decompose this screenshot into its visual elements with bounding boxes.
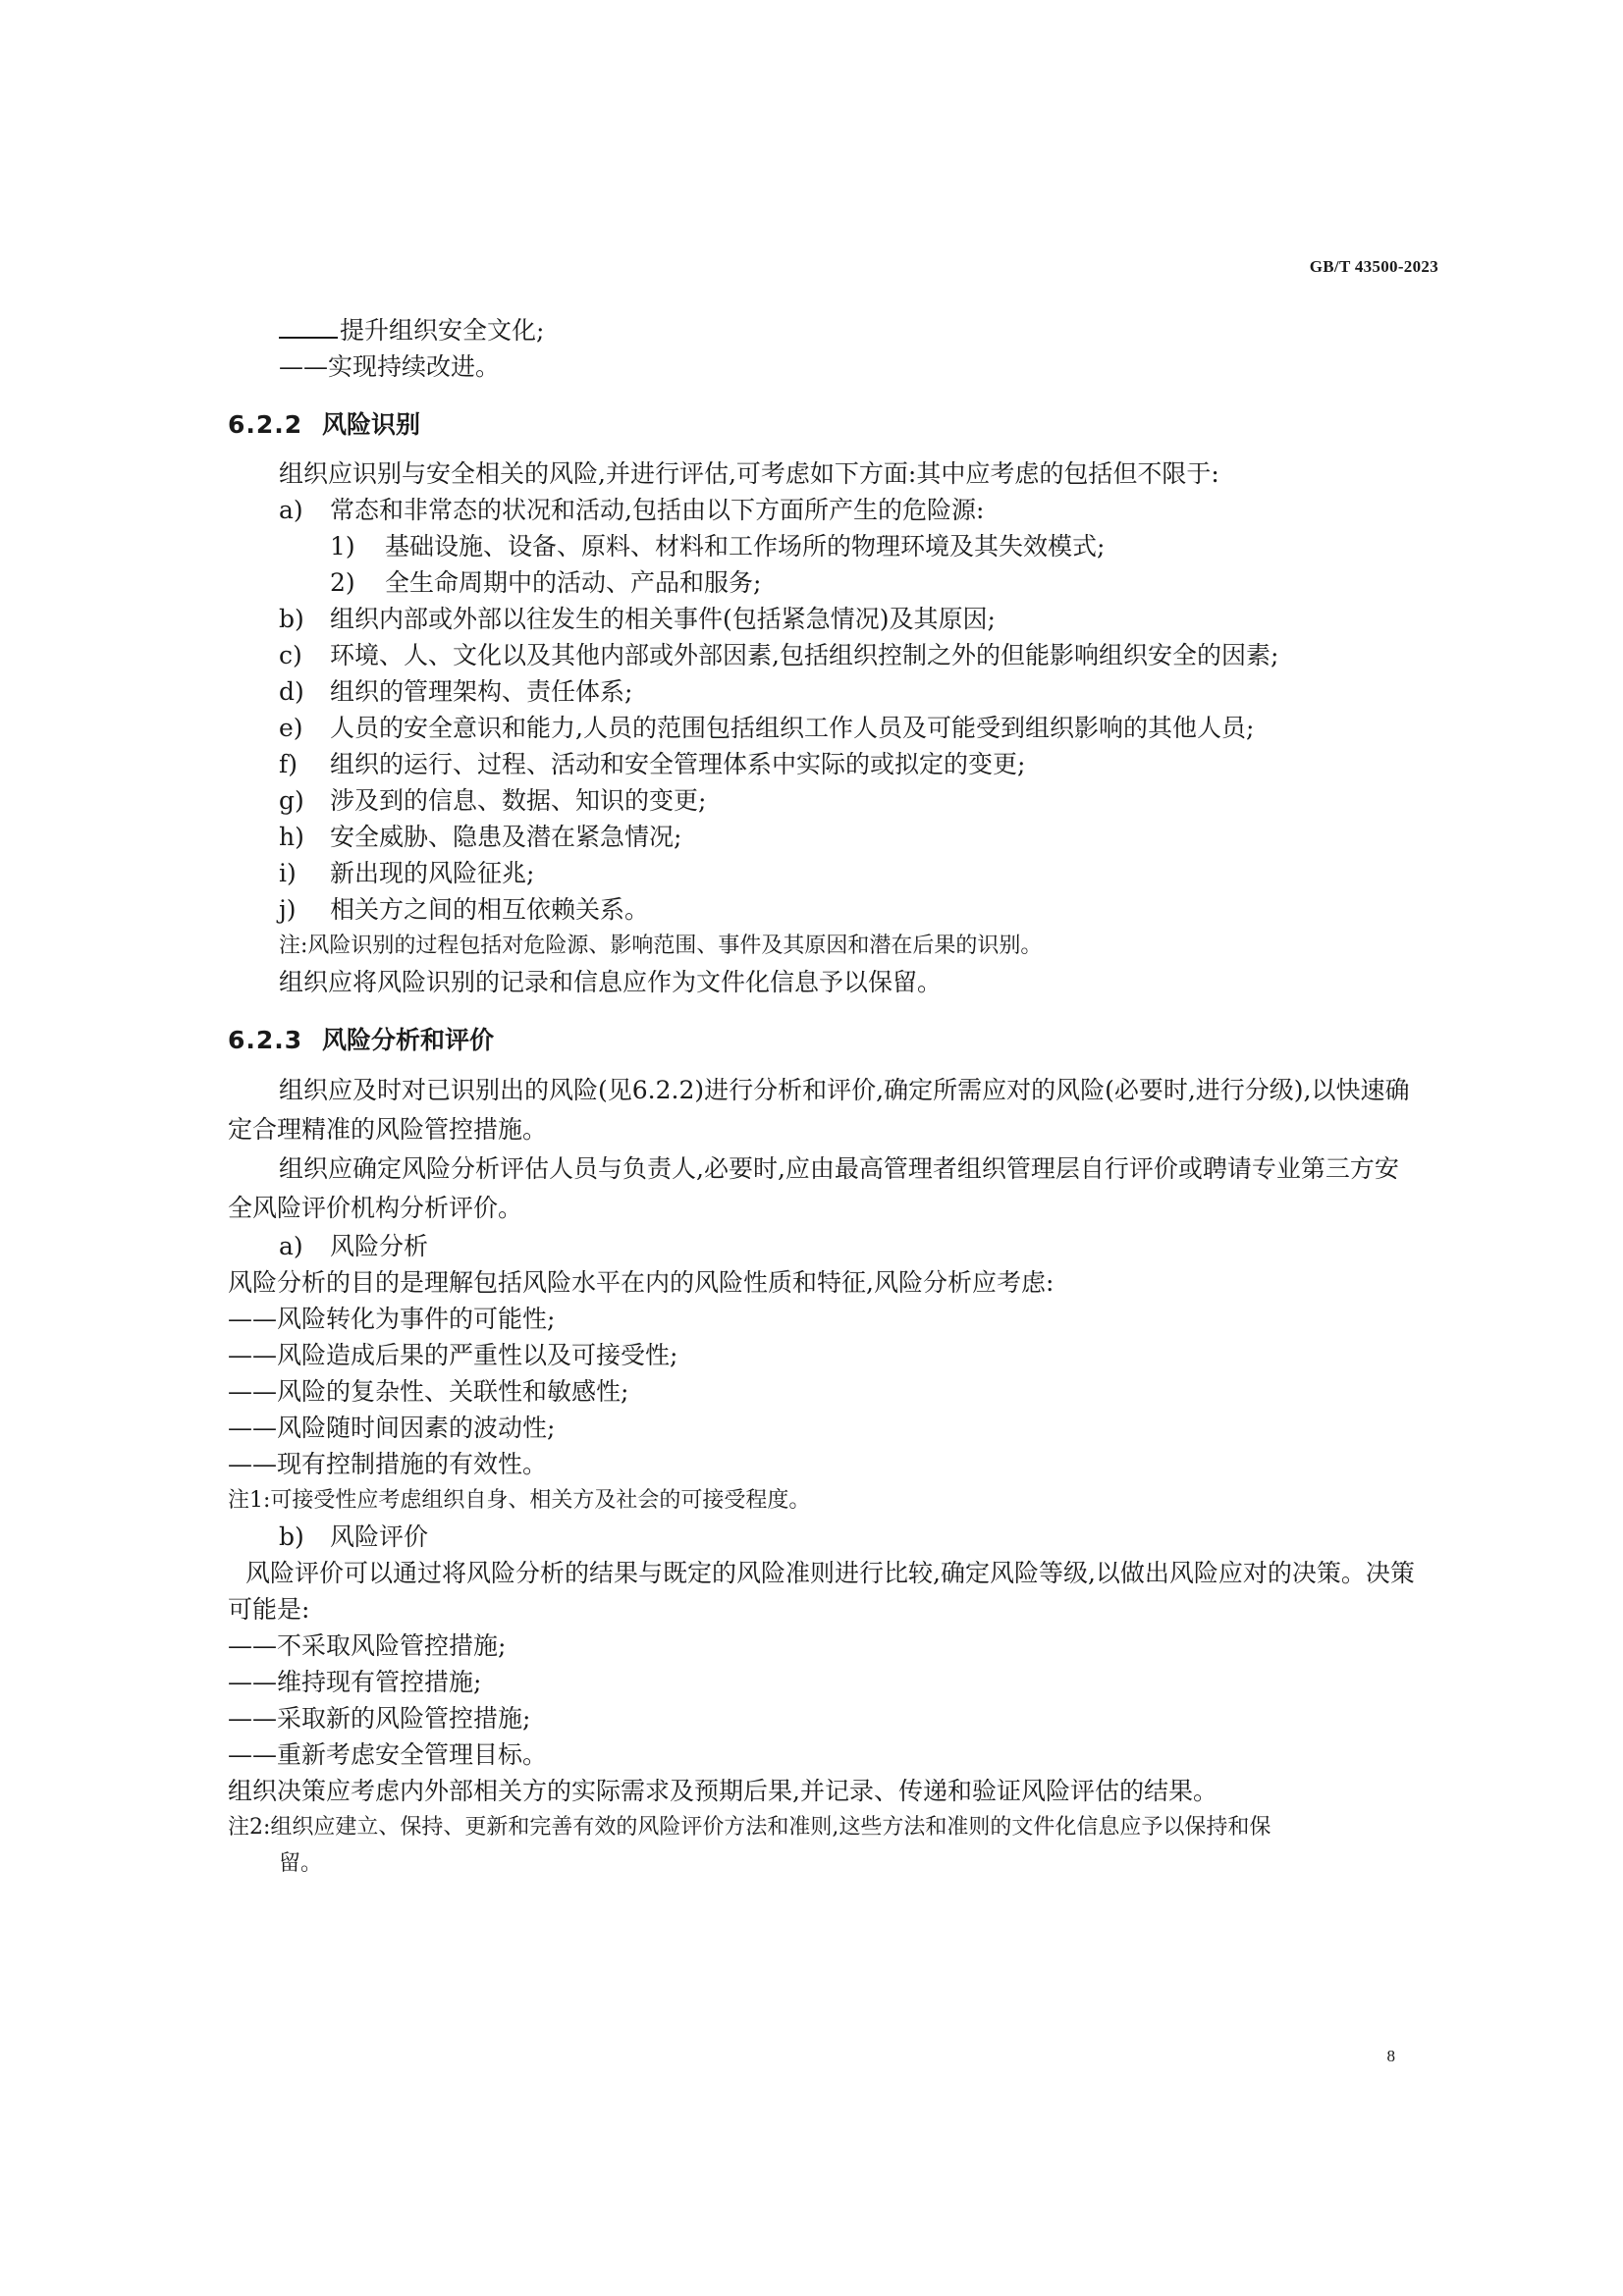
paragraph: 组织应确定风险分析评估人员与负责人,必要时,应由最高管理者组织管理层自行评价或聘请专业第三方安全风险评价机构分析评价。 <box>228 1154 1399 1222</box>
list-item: f) 组织的运行、过程、活动和安全管理体系中实际的或拟定的变更; <box>279 750 1026 778</box>
dash-item: ——现有控制措施的有效性。 <box>228 1450 548 1478</box>
dash-item: ——不采取风险管控措施; <box>228 1631 507 1660</box>
paragraph: 组织应识别与安全相关的风险,并进行评估,可考虑如下方面:其中应考虑的包括但不限于: <box>279 459 1219 488</box>
paragraph: 组织应及时对已识别出的风险(见6.2.2)进行分析和评价,确定所需应对的风险(必要时,进行分级),以快速确定合理精准的风险管控措施。 <box>228 1076 1410 1144</box>
section-title: 风险识别 <box>322 410 421 439</box>
list-item: j) 相关方之间的相互依赖关系。 <box>279 895 650 924</box>
sub-list-item: 2) 全生命周期中的活动、产品和服务; <box>330 568 762 597</box>
sub-list-item: 1) 基础设施、设备、原料、材料和工作场所的物理环境及其失效模式; <box>330 532 1106 561</box>
note: 注:风险识别的过程包括对危险源、影响范围、事件及其原因和潜在后果的识别。 <box>279 934 1043 958</box>
list-item: e) 人员的安全意识和能力,人员的范围包括组织工作人员及可能受到组织影响的其他人员; <box>279 714 1255 742</box>
list-item: ——实现持续改进。 <box>279 352 501 381</box>
paragraph: 风险评价可以通过将风险分析的结果与既定的风险准则进行比较,确定风险等级,以做出风险应对的决策。决策可能是: <box>228 1559 1415 1624</box>
list-item: 提升组织安全文化; <box>228 312 1416 348</box>
page-content <box>228 312 1416 1882</box>
list-item: i) 新出现的风险征兆; <box>279 859 535 887</box>
section-title: 风险分析和评价 <box>322 1026 495 1054</box>
dash-item: ——风险的复杂性、关联性和敏感性; <box>228 1377 629 1406</box>
list-item: a) 常态和非常态的状况和活动,包括由以下方面所产生的危险源: <box>279 496 985 524</box>
blank-underline <box>279 315 338 339</box>
dash-item: ——维持现有管控措施; <box>228 1668 482 1696</box>
section-number: 6.2.2 <box>228 410 303 439</box>
dash-item: ——重新考虑安全管理目标。 <box>228 1740 548 1769</box>
paragraph: 组织应将风险识别的记录和信息应作为文件化信息予以保留。 <box>279 968 943 996</box>
note: 注1:可接受性应考虑组织自身、相关方及社会的可接受程度。 <box>228 1488 811 1513</box>
list-item: g) 涉及到的信息、数据、知识的变更; <box>279 786 707 815</box>
dash-item: ——风险转化为事件的可能性; <box>228 1305 556 1333</box>
section-heading-6-2-2 <box>228 406 1416 444</box>
list-item: c) 环境、人、文化以及其他内部或外部因素,包括组织控制之外的但能影响组织安全的因素; <box>279 641 1279 669</box>
list-item: b) 组织内部或外部以往发生的相关事件(包括紧急情况)及其原因; <box>279 605 996 633</box>
list-item: a) 风险分析 <box>279 1232 429 1260</box>
document-code: GB/T 43500-2023 <box>1309 257 1438 276</box>
list-item: h) 安全威胁、隐患及潜在紧急情况; <box>279 823 682 851</box>
page-number: 8 <box>1386 2047 1395 2065</box>
paragraph: 风险分析的目的是理解包括风险水平在内的风险性质和特征,风险分析应考虑: <box>228 1268 1055 1297</box>
paragraph: 组织决策应考虑内外部相关方的实际需求及预期后果,并记录、传递和验证风险评估的结果。 <box>228 1777 1217 1805</box>
note: 注2:组织应建立、保持、更新和完善有效的风险评价方法和准则,这些方法和准则的文件化信息应予以保持和保 留。 <box>228 1815 1271 1876</box>
dash-item: ——风险随时间因素的波动性; <box>228 1414 556 1442</box>
dash-item: ——采取新的风险管控措施; <box>228 1704 531 1733</box>
list-item: b) 风险评价 <box>279 1522 429 1551</box>
dash-item: ——风险造成后果的严重性以及可接受性; <box>228 1341 678 1369</box>
section-heading-6-2-3 <box>228 1022 1416 1059</box>
list-item: d) 组织的管理架构、责任体系; <box>279 677 633 706</box>
section-number: 6.2.3 <box>228 1026 303 1054</box>
